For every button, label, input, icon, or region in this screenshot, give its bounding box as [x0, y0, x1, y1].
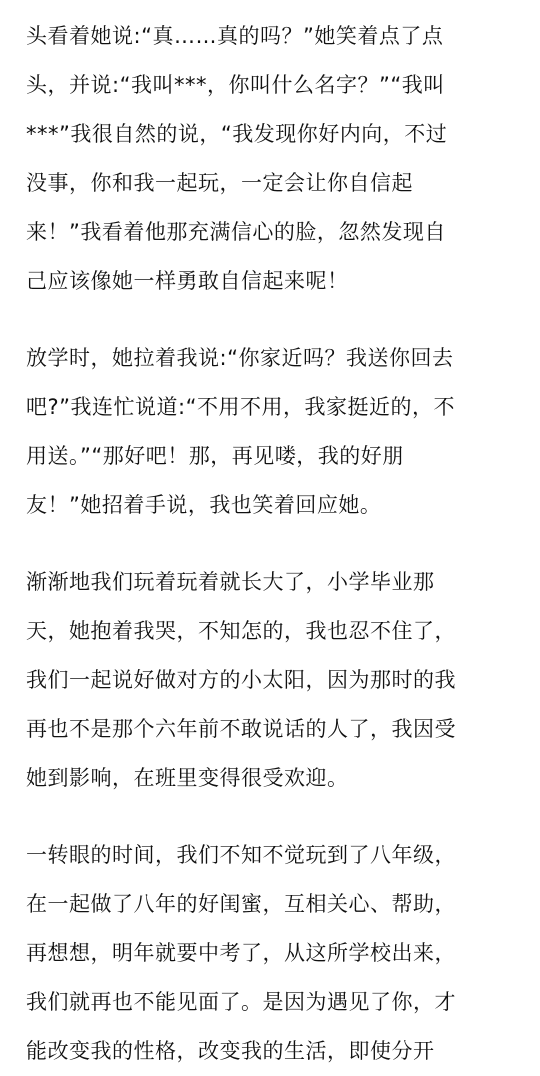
text-line: 头，并说:“我叫***，你叫什么名字？”“我叫 [26, 73, 445, 97]
paragraph-1 [26, 12, 514, 306]
text-line: 再想想，明年就要中考了，从这所学校出来， [26, 941, 456, 965]
text-line: 我们一起说好做对方的小太阳，因为那时的我 [26, 668, 456, 692]
paragraph-spacer [26, 530, 514, 558]
text-line: 用送。”“那好吧！那，再见喽，我的好朋 [26, 444, 404, 468]
document-body [26, 0, 514, 1076]
paragraph-4 [26, 831, 514, 1076]
text-line: 能改变我的性格，改变我的生活，即使分开 [26, 1039, 435, 1063]
text-line: 己应该像她一样勇敢自信起来呢！ [26, 269, 349, 293]
paragraph-2 [26, 334, 514, 530]
text-line: 放学时，她拉着我说:“你家近吗？我送你回去 [26, 346, 454, 370]
paragraph-spacer [26, 803, 514, 831]
paragraph-spacer [26, 306, 514, 334]
text-line: 没事，你和我一起玩，一定会让你自信起 [26, 171, 413, 195]
text-line: 头看着她说:“真……真的吗？”她笑着点了点 [26, 24, 444, 48]
text-line: 再也不是那个六年前不敢说话的人了，我因受 [26, 717, 456, 741]
text-line: 我们就再也不能见面了。是因为遇见了你，才 [26, 990, 456, 1014]
text-line: 在一起做了八年的好闺蜜，互相关心、帮助， [26, 892, 456, 916]
text-line: ***”我很自然的说，“我发现你好内向，不过 [26, 122, 448, 146]
text-line: 友！”她招着手说，我也笑着回应她。 [26, 493, 382, 517]
text-line: 天，她抱着我哭，不知怎的，我也忍不住了， [26, 619, 456, 643]
paragraph-3 [26, 558, 514, 803]
text-line: 渐渐地我们玩着玩着就长大了，小学毕业那 [26, 570, 435, 594]
text-line: 她到影响，在班里变得很受欢迎。 [26, 766, 349, 790]
text-line: 来！”我看着他那充满信心的脸，忽然发现自 [26, 220, 446, 244]
text-line: 吧?”我连忙说道:“不用不用，我家挺近的，不 [26, 395, 455, 419]
text-line: 一转眼的时间，我们不知不觉玩到了八年级， [26, 843, 456, 867]
